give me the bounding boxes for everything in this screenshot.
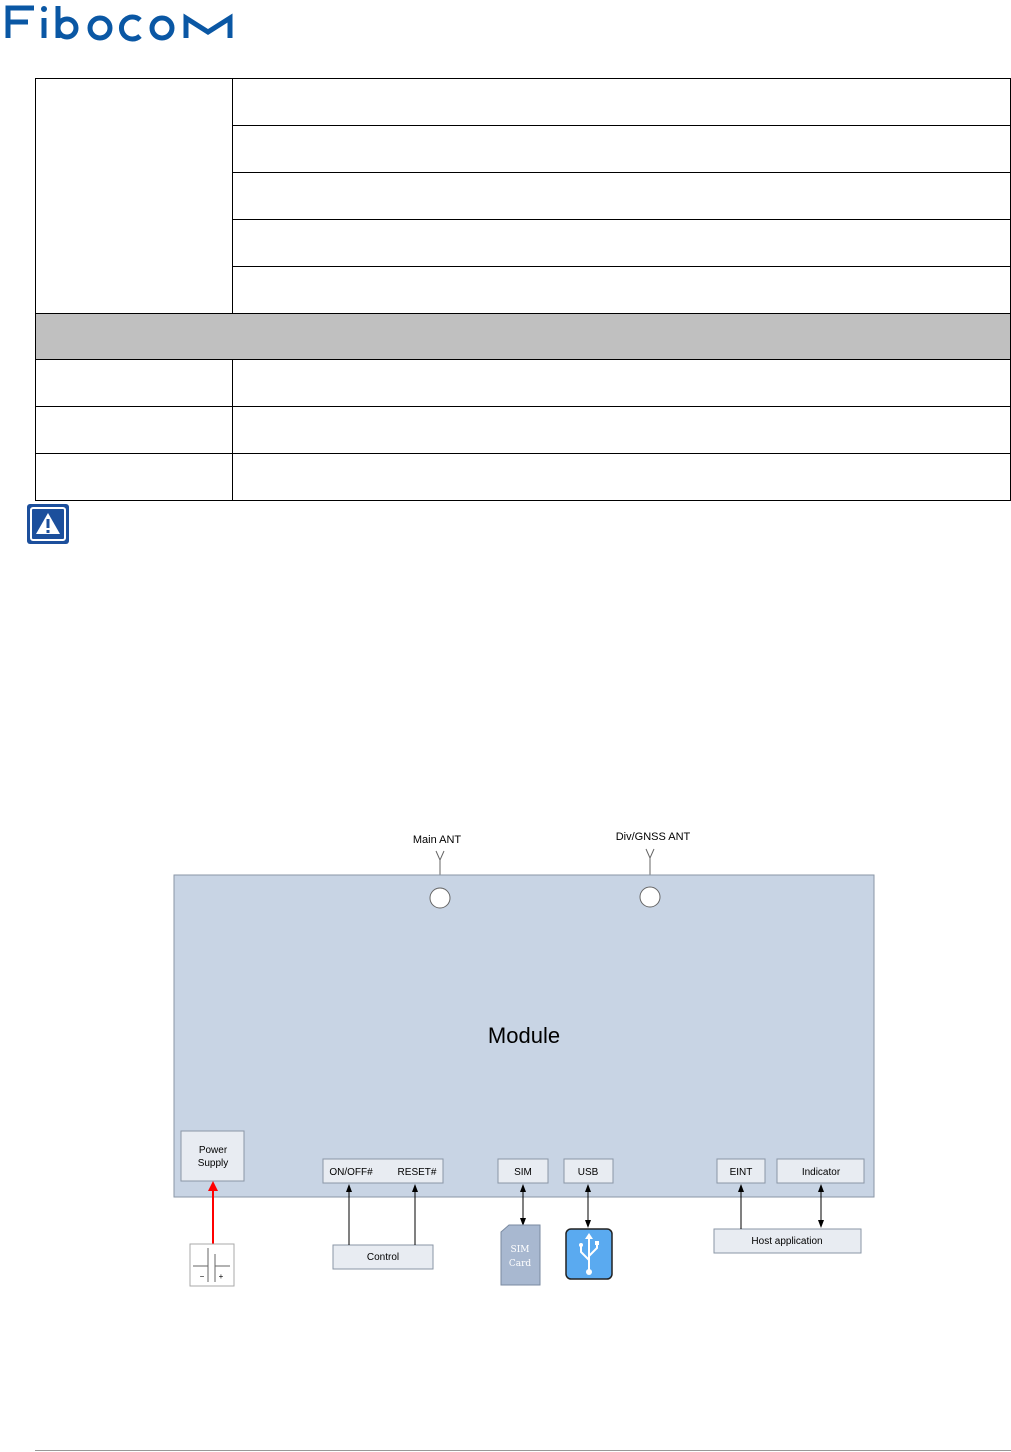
control-label: Control bbox=[366, 1252, 400, 1263]
usb-icon bbox=[566, 1229, 612, 1279]
sim-card-label: Card bbox=[508, 1259, 532, 1269]
eint-label: EINT bbox=[729, 1167, 753, 1178]
power-supply-label: Supply bbox=[197, 1158, 229, 1169]
on-off-pin-label: ON/OFF# bbox=[329, 1167, 373, 1178]
row-value-cell bbox=[233, 407, 1011, 454]
host-application-label: Host application bbox=[751, 1236, 823, 1247]
fibocom-logo bbox=[0, 0, 270, 42]
group-row-cell bbox=[233, 267, 1011, 314]
sim-card-icon bbox=[501, 1225, 540, 1285]
row-label-cell bbox=[36, 407, 233, 454]
row-value-cell bbox=[233, 454, 1011, 501]
group-row-cell bbox=[233, 173, 1011, 220]
row-label-cell bbox=[36, 360, 233, 407]
row-label-cell bbox=[36, 454, 233, 501]
power-supply-label: Power bbox=[198, 1145, 228, 1156]
sim-label: SIM bbox=[514, 1167, 532, 1178]
battery-icon bbox=[190, 1244, 234, 1286]
indicator-label: Indicator bbox=[801, 1167, 841, 1178]
div-antenna-connector bbox=[640, 887, 660, 907]
module-label: Module bbox=[487, 1023, 561, 1048]
group-row-cell bbox=[233, 220, 1011, 267]
main-antenna-connector bbox=[430, 888, 450, 908]
warning-icon bbox=[25, 502, 71, 546]
group-row-cell bbox=[233, 126, 1011, 173]
row-value-cell bbox=[233, 360, 1011, 407]
section-header-cell bbox=[36, 314, 1011, 360]
usb-label: USB bbox=[577, 1167, 599, 1178]
table-row bbox=[36, 79, 1011, 126]
table-section-header bbox=[36, 314, 1011, 360]
table-row bbox=[36, 360, 1011, 407]
table-row bbox=[36, 407, 1011, 454]
group-label-cell bbox=[36, 79, 233, 314]
battery-minus-label: − bbox=[199, 1272, 205, 1281]
reset-pin-label: RESET# bbox=[397, 1167, 437, 1178]
battery-plus-label: + bbox=[218, 1272, 224, 1281]
spec-table bbox=[35, 78, 1011, 501]
div-gnss-antenna-label: Div/GNSS ANT bbox=[615, 831, 691, 843]
block-diagram bbox=[0, 820, 1011, 1300]
footer-divider bbox=[35, 1450, 1011, 1451]
table-row bbox=[36, 454, 1011, 501]
power-supply-box bbox=[181, 1131, 244, 1181]
sim-card-label: SIM bbox=[510, 1245, 530, 1255]
group-row-cell bbox=[233, 79, 1011, 126]
main-antenna-label: Main ANT bbox=[412, 834, 462, 846]
